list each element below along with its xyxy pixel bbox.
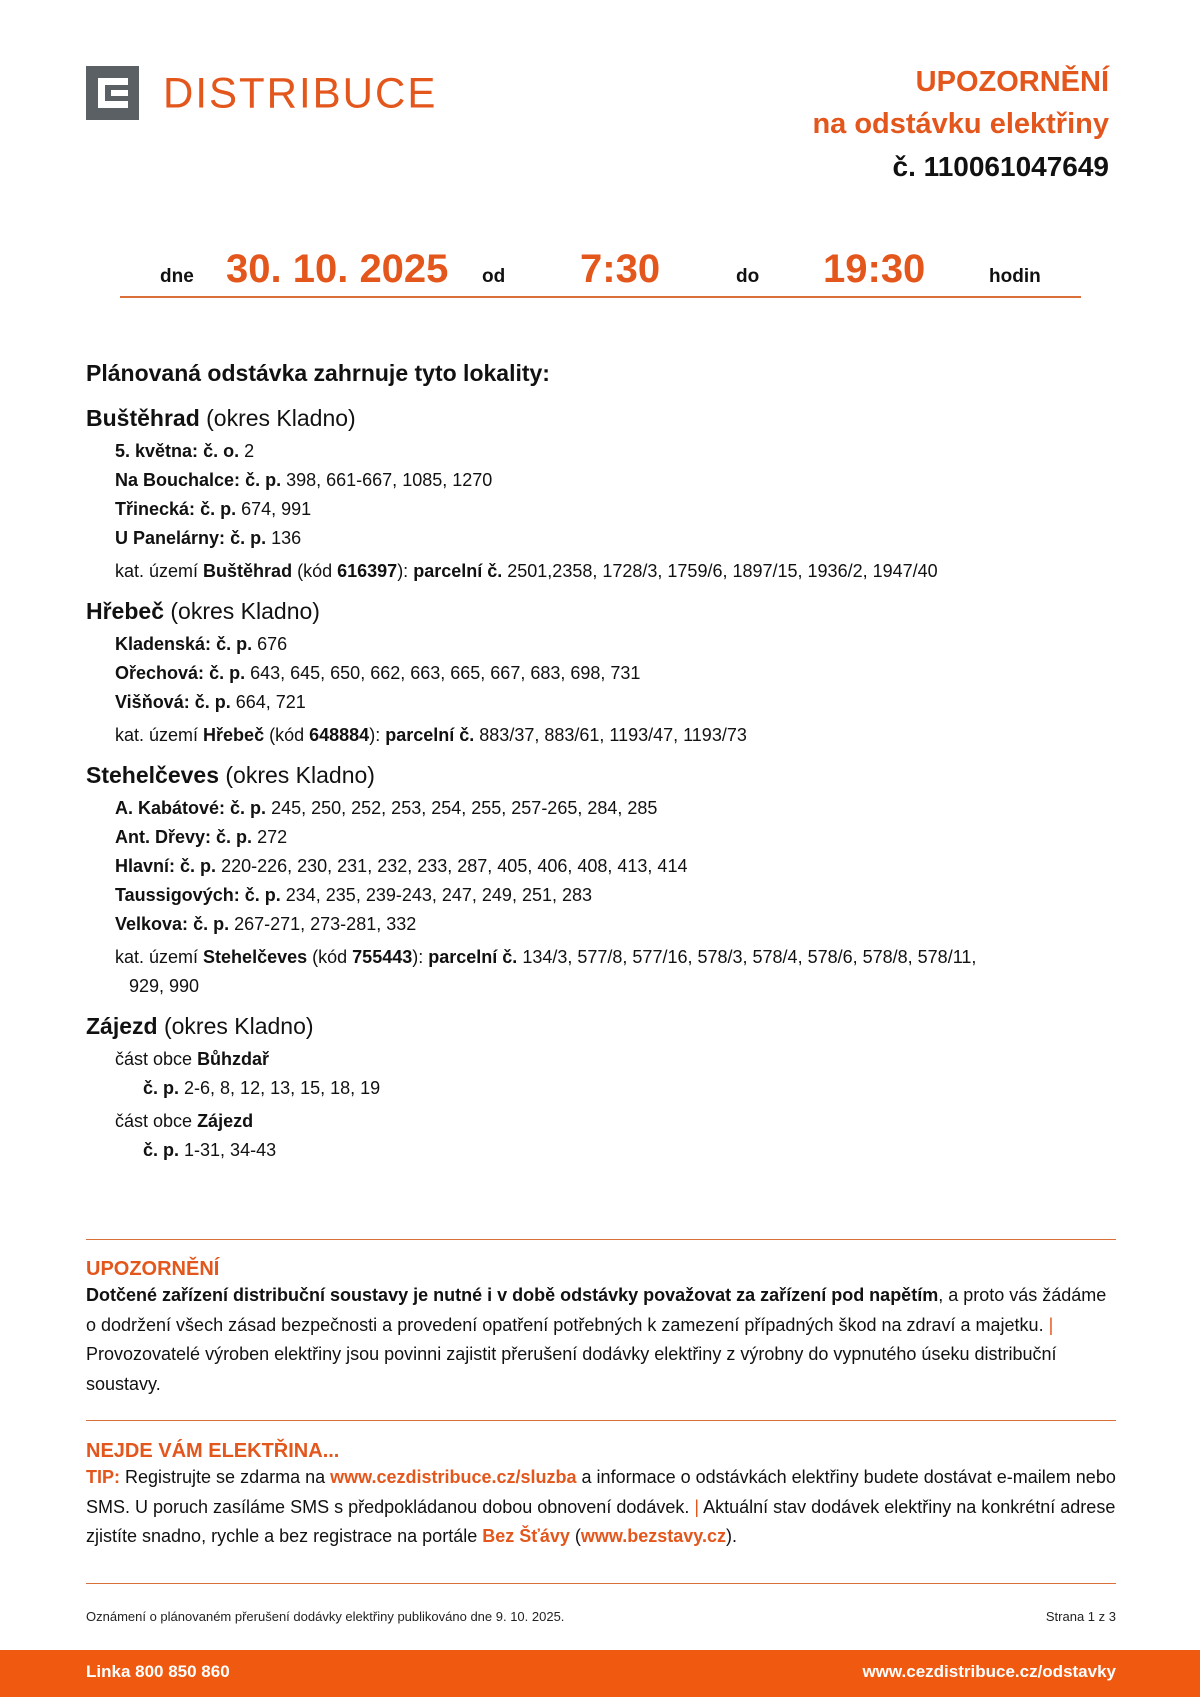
location-title — [86, 596, 1116, 626]
house-numbers: č. p. 2-6, 8, 12, 13, 15, 18, 19 — [143, 1078, 381, 1098]
street-item: Velkova: č. p. 267-271, 273-281, 332 — [115, 914, 417, 934]
street-item: U Panelárny: č. p. 136 — [115, 528, 302, 548]
street-item: Taussigových: č. p. 234, 235, 239-243, 247, 249, 251, 283 — [115, 885, 593, 905]
town-name: Stehelčeves — [86, 762, 219, 788]
tip-text: TIP: Registrujte se zdarma na www.cezdistribuce.cz/sluzba a informace o odstávkách elektřiny budete dostávat e-mailem nebo SMS. U poruch zasíláme SMS s předpokládanou dobou obnovení dodávek. | Aktuální stav dodávek elektřiny na konkrétní adrese zjistíte snadno, rychle a bez registrace na portále Bez Šťávy (www.bezstavy.cz). — [86, 1467, 1116, 1546]
tip-title: NEJDE VÁM ELEKTŘINA... — [86, 1440, 340, 1462]
bez-stavy-link[interactable]: Bez Šťávy — [482, 1526, 570, 1546]
cadastral-item: kat. území Buštěhrad (kód 616397): parcelní č. 2501,2358, 1728/3, 1759/6, 1897/15, 1936/2, 1947/40 — [115, 561, 938, 581]
notice-subtitle: na odstávku elektřiny — [812, 108, 1109, 140]
warning-text: Dotčené zařízení distribuční soustavy je nutné i v době odstávky považovat za zařízení pod napětím, a proto vás žádáme o dodržení všech zásad bezpečnosti a provedení opatření potřebných k zamezení případných škod na zdraví a majetku. | Provozovatelé výroben elektřiny jsou povinni zajistit přerušení dodávky elektřiny z výrobny do vypnutého úseku distribuční soustavy. — [86, 1285, 1107, 1394]
location-zajezd — [86, 1011, 1116, 1165]
date-label: dne — [160, 266, 194, 287]
street-item: Višňová: č. p. 664, 721 — [115, 692, 306, 712]
cadastral-item: kat. území Stehelčeves (kód 755443): parcelní č. 134/3, 577/8, 577/16, 578/3, 578/4, 578/6, 578/8, 578/11, 929, 990 — [115, 947, 977, 996]
tip-section — [86, 1440, 1126, 1552]
publication-note: Oznámení o plánovaném přerušení dodávky elektřiny publikováno dne 9. 10. 2025. — [86, 1609, 565, 1624]
divider — [86, 1420, 1116, 1421]
district: (okres Kladno) — [206, 405, 356, 431]
street-item: A. Kabátové: č. p. 245, 250, 252, 253, 254, 255, 257-265, 284, 285 — [115, 798, 658, 818]
notice-header — [812, 62, 1109, 188]
street-item: Třinecká: č. p. 674, 991 — [115, 499, 312, 519]
hotline: Linka 800 850 860 — [86, 1662, 230, 1681]
house-numbers: č. p. 1-31, 34-43 — [143, 1140, 277, 1160]
municipal-part: část obce Zájezd — [115, 1111, 254, 1131]
hours-label: hodin — [989, 266, 1041, 287]
location-stehelceves — [86, 760, 1116, 1001]
location-title — [86, 403, 1116, 433]
outage-start-time: 7:30 — [580, 247, 661, 291]
to-label: do — [736, 266, 760, 287]
street-item: Na Bouchalce: č. p. 398, 661-667, 1085, 1270 — [115, 470, 493, 490]
tip-label: TIP: — [86, 1467, 120, 1487]
warning-title: UPOZORNĚNÍ — [86, 1258, 220, 1280]
location-bustehrad — [86, 403, 1116, 586]
notice-title: UPOZORNĚNÍ — [915, 66, 1109, 98]
footer-bar — [0, 1650, 1200, 1697]
locations-section — [86, 360, 1116, 1175]
cez-logo-icon — [86, 66, 139, 120]
district: (okres Kladno) — [225, 762, 375, 788]
town-name: Zájezd — [86, 1013, 158, 1039]
street-item: Ořechová: č. p. 643, 645, 650, 662, 663, 665, 667, 683, 698, 731 — [115, 663, 641, 683]
outage-end-time: 19:30 — [823, 247, 926, 291]
website-link[interactable]: www.cezdistribuce.cz/odstavky — [862, 1662, 1116, 1681]
town-name: Buštěhrad — [86, 405, 200, 431]
notice-number: č. 110061047649 — [892, 151, 1109, 182]
location-title — [86, 1011, 1116, 1041]
outage-date: 30. 10. 2025 — [226, 247, 449, 291]
outage-schedule — [120, 240, 1081, 298]
location-title — [86, 760, 1116, 790]
street-item: 5. května: č. o. 2 — [115, 441, 255, 461]
bezstavy-url-link[interactable]: www.bezstavy.cz — [580, 1526, 726, 1546]
service-link[interactable]: www.cezdistribuce.cz/sluzba — [330, 1467, 577, 1487]
from-label: od — [482, 266, 506, 287]
municipal-part: část obce Bůhzdař — [115, 1049, 270, 1069]
brand-logo — [86, 66, 437, 120]
street-item: Hlavní: č. p. 220-226, 230, 231, 232, 233, 287, 405, 406, 408, 413, 414 — [115, 856, 688, 876]
street-item: Kladenská: č. p. 676 — [115, 634, 288, 654]
brand-name: DISTRIBUCE — [163, 68, 438, 117]
cadastral-item: kat. území Hřebeč (kód 648884): parcelní č. 883/37, 883/61, 1193/47, 1193/73 — [115, 725, 747, 745]
warning-section — [86, 1258, 1116, 1399]
district: (okres Kladno) — [163, 1013, 314, 1039]
divider — [86, 1239, 1116, 1240]
locations-intro: Plánovaná odstávka zahrnuje tyto lokality: — [86, 360, 550, 386]
page-number: Strana 1 z 3 — [1045, 1609, 1116, 1624]
town-name: Hřebeč — [86, 598, 164, 624]
divider — [86, 1583, 1116, 1584]
district: (okres Kladno) — [170, 598, 320, 624]
street-item: Ant. Dřevy: č. p. 272 — [115, 827, 288, 847]
location-hrebec — [86, 596, 1116, 750]
